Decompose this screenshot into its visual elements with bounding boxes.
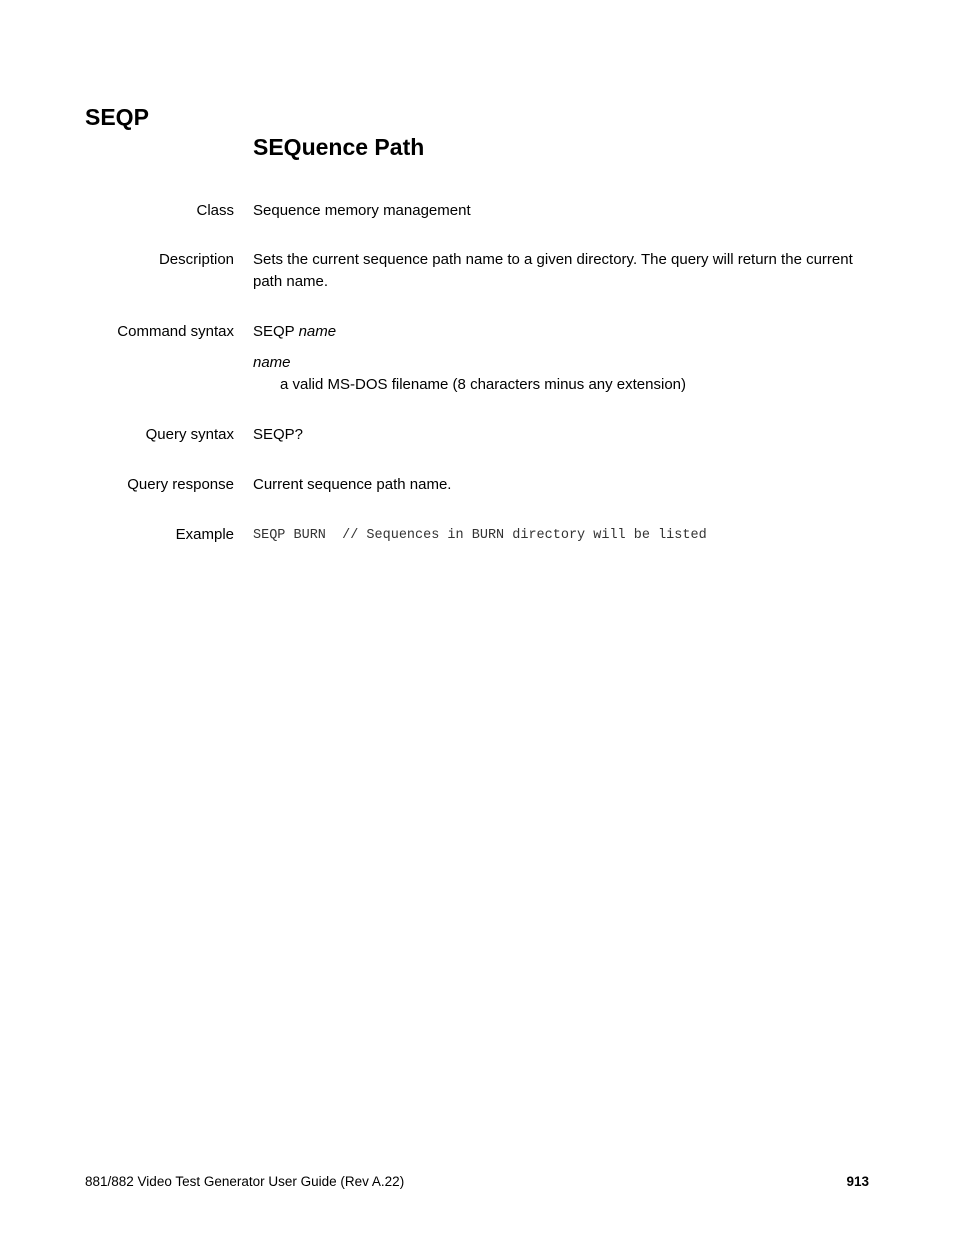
class-value: Sequence memory management: [253, 202, 471, 219]
query-syntax-value: SEQP?: [253, 426, 304, 443]
page-number: 913: [846, 1174, 869, 1189]
query-response-label: Query response: [127, 476, 234, 493]
footer-guide-title: 881/882 Video Test Generator User Guide (Rev A.22): [85, 1174, 405, 1189]
parameter-block: [253, 352, 878, 396]
description-label: Description: [158, 251, 234, 268]
command-syntax-keyword: SEQP: [253, 323, 295, 340]
query-response-value: Current sequence path name.: [253, 476, 452, 493]
query-syntax-label: Query syntax: [145, 426, 234, 443]
command-name: SEQP: [85, 104, 149, 130]
command-title: SEQuence Path: [253, 134, 425, 160]
command-syntax-param: name: [298, 323, 337, 340]
example-label: Example: [175, 526, 234, 543]
command-syntax-value: [253, 321, 878, 343]
command-syntax-label: Command syntax: [117, 323, 234, 340]
parameter-name: name: [253, 354, 291, 371]
class-label: Class: [196, 202, 234, 219]
example-code: SEQP BURN // Sequences in BURN directory will be listed: [253, 528, 707, 543]
description-value: Sets the current sequence path name to a given directory. The query will return the current path name.: [253, 251, 853, 290]
parameter-description: a valid MS-DOS filename (8 characters minus any extension): [280, 376, 686, 393]
